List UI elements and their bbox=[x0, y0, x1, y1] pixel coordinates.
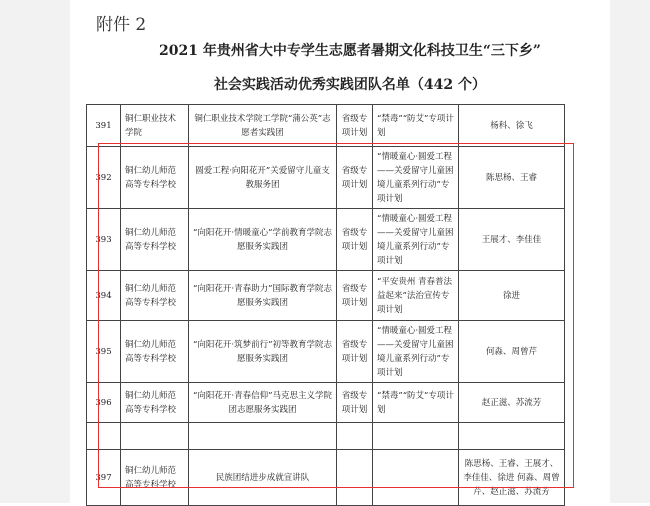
row-number: 396 bbox=[87, 383, 121, 423]
people-cell: 徐进 bbox=[459, 271, 565, 321]
table-row bbox=[87, 450, 565, 506]
team-cell: 民族团结进步成就宣讲队 bbox=[189, 450, 337, 506]
people-cell: 杨科、徐飞 bbox=[459, 105, 565, 147]
row-number: 394 bbox=[87, 271, 121, 321]
project-cell: “情暖童心·圆爱工程——关爱留守儿童困境儿童系列行动”专项计划 bbox=[373, 147, 459, 209]
school-cell: 铜仁幼儿师范高等专科学校 bbox=[121, 383, 189, 423]
team-cell: “向阳花开·筑梦前行”初等教育学院志愿服务实践团 bbox=[189, 321, 337, 383]
school-cell: 铜仁职业技术学院 bbox=[121, 105, 189, 147]
attachment-label: 附件 2 bbox=[96, 15, 147, 35]
people-cell: 王展才、李佳佳 bbox=[459, 209, 565, 271]
document-title-line2: 社会实践活动优秀实践团队名单（442 个） bbox=[213, 77, 487, 93]
level-cell: 省级专项计划 bbox=[337, 321, 373, 383]
table-row bbox=[87, 147, 565, 209]
level-cell: 省级专项计划 bbox=[337, 147, 373, 209]
project-cell: “情暖童心·圆爱工程——关爱留守儿童困境儿童系列行动”专项计划 bbox=[373, 209, 459, 271]
team-cell: “向阳花开·青春信仰”马克思主义学院团志愿服务实践团 bbox=[189, 383, 337, 423]
level-cell: 省级专项计划 bbox=[337, 383, 373, 423]
team-cell: 圆爱工程·向阳花开”关爱留守儿童支教服务团 bbox=[189, 147, 337, 209]
table-row bbox=[87, 209, 565, 271]
project-cell: “禁毒”“防艾”专项计划 bbox=[373, 105, 459, 147]
people-cell: 何淼、周曾芹 bbox=[459, 321, 565, 383]
school-cell: 铜仁幼儿师范高等专科学校 bbox=[121, 209, 189, 271]
viewer-right-margin bbox=[610, 0, 650, 503]
project-cell bbox=[373, 450, 459, 506]
level-cell: 省级专项计划 bbox=[337, 209, 373, 271]
school-cell: 铜仁幼儿师范高等专科学校 bbox=[121, 321, 189, 383]
people-cell: 赵正滋、苏流芳 bbox=[459, 383, 565, 423]
school-cell: 铜仁幼儿师范高等专科学校 bbox=[121, 271, 189, 321]
row-number: 397 bbox=[87, 450, 121, 506]
table-row bbox=[87, 383, 565, 423]
people-cell: 陈思杨、王睿、王展才、李佳佳、徐进 何淼、周曾芹、赵正滋、苏流芳 bbox=[459, 450, 565, 506]
level-cell: 省级专项计划 bbox=[337, 105, 373, 147]
page-break-gap bbox=[87, 423, 565, 450]
level-cell: 省级专项计划 bbox=[337, 271, 373, 321]
team-list-table bbox=[86, 104, 565, 506]
school-cell: 铜仁幼儿师范高等专科学校 bbox=[121, 147, 189, 209]
row-number: 395 bbox=[87, 321, 121, 383]
team-cell: “向阳花开·情暖童心”学前教育学院志愿服务实践团 bbox=[189, 209, 337, 271]
project-cell: “禁毒”“防艾”专项计划 bbox=[373, 383, 459, 423]
project-cell: “情暖童心·圆爱工程——关爱留守儿童困境儿童系列行动”专项计划 bbox=[373, 321, 459, 383]
document-title-line1: 2021 年贵州省大中专学生志愿者暑期文化科技卫生“三下乡” bbox=[159, 43, 541, 59]
table-row bbox=[87, 271, 565, 321]
row-number: 391 bbox=[87, 105, 121, 147]
row-number: 392 bbox=[87, 147, 121, 209]
viewer-left-margin bbox=[0, 0, 70, 503]
table-row bbox=[87, 321, 565, 383]
team-cell: 铜仁职业技术学院工学院“蒲公英”志愿者实践团 bbox=[189, 105, 337, 147]
school-cell: 铜仁幼儿师范高等专科学校 bbox=[121, 450, 189, 506]
project-cell: “平安贵州 青春普法益起来”法治宣传专项计划 bbox=[373, 271, 459, 321]
level-cell bbox=[337, 450, 373, 506]
team-cell: “向阳花开·青春助力”国际教育学院志愿服务实践团 bbox=[189, 271, 337, 321]
table-row bbox=[87, 105, 565, 147]
people-cell: 陈思杨、王睿 bbox=[459, 147, 565, 209]
row-number: 393 bbox=[87, 209, 121, 271]
